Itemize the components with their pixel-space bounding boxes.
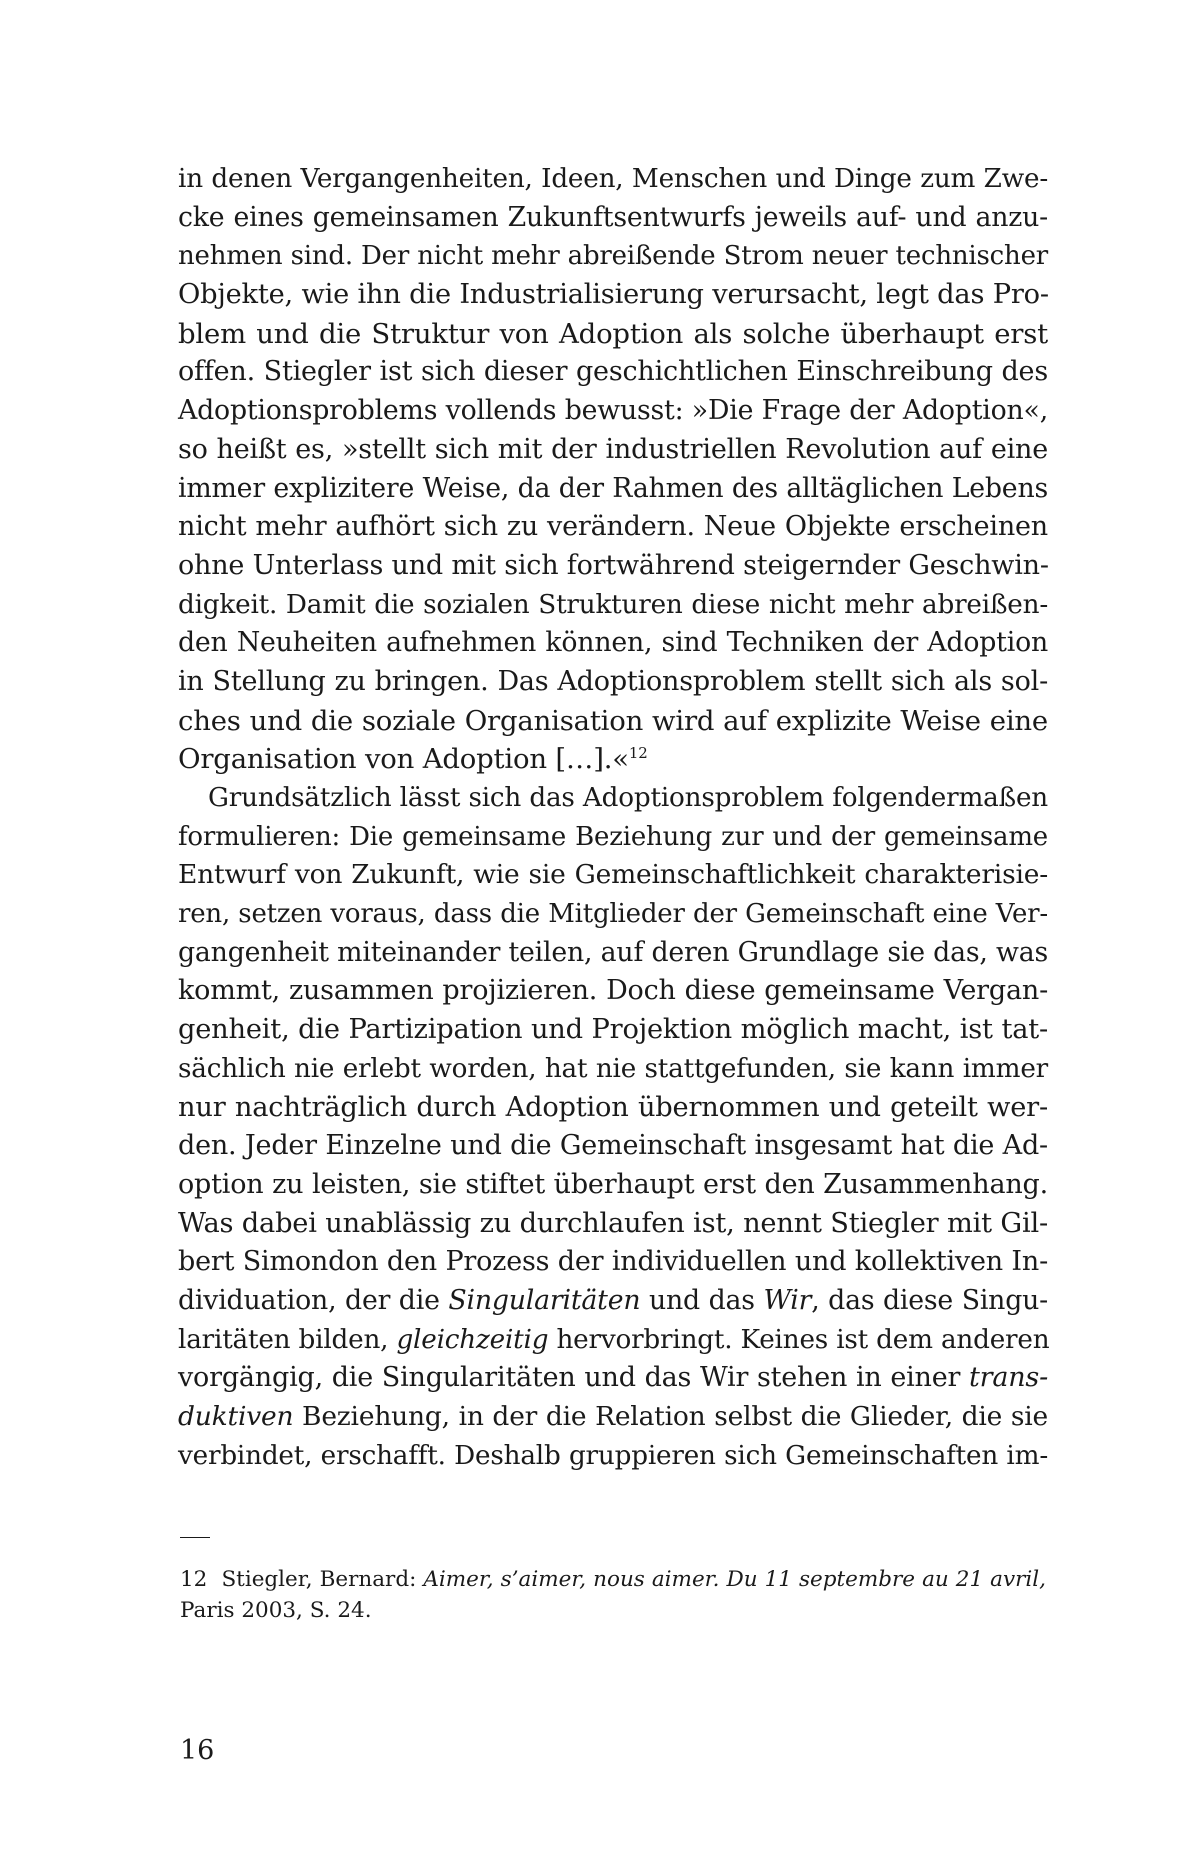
footnote-number: 12 — [180, 1567, 208, 1592]
text-segment: und das — [640, 1284, 764, 1316]
text-line: cke eines gemeinsamen Zukunftsentwurfs jeweils auf- und anzu- — [178, 201, 1048, 233]
text-line: immer explizitere Weise, da der Rahmen des alltäglichen Lebens — [178, 472, 1048, 504]
text-line: option zu leisten, sie stiftet überhaupt erst den Zusammenhang. — [178, 1168, 1048, 1200]
text-line: genheit, die Partizipation und Projektion möglich macht, ist tat- — [178, 1014, 1048, 1046]
text-line: Adoptionsproblems vollends bewusst: »Die Frage der Adoption«, — [178, 395, 1048, 427]
text-segment: Organisation von Adoption […].« — [178, 743, 629, 776]
text-line: offen. Stiegler ist sich dieser geschichtlichen Einschreibung des — [178, 356, 1048, 388]
footnote-title: Aimer, s’aimer, nous aimer. Du 11 septembre au 21 avril, — [423, 1567, 1047, 1592]
footnote-divider — [180, 1537, 210, 1538]
text-line: bert Simondon den Prozess der individuellen und kollektiven In- — [178, 1246, 1048, 1278]
text-line — [178, 740, 1048, 779]
text-line: den. Jeder Einzelne und die Gemeinschaft insgesamt hat die Ad- — [178, 1130, 1048, 1162]
text-segment: laritäten bilden, — [178, 1324, 397, 1355]
text-line: Objekte, wie ihn die Industrialisierung verursacht, legt das Pro- — [178, 279, 1049, 311]
text-line: digkeit. Damit die sozialen Strukturen diese nicht mehr abreißen- — [178, 589, 1048, 620]
text-line: blem und die Struktur von Adoption als solche überhaupt erst — [178, 317, 1048, 350]
text-line: sächlich nie erlebt worden, hat nie stattgefunden, sie kann immer — [178, 1053, 1048, 1084]
text-line: Entwurf von Zukunft, wie sie Gemeinschaftlichkeit charakterisie- — [178, 859, 1048, 891]
text-line — [178, 1398, 1048, 1437]
main-text — [178, 160, 1048, 1475]
text-segment: dividuation, der die — [178, 1284, 449, 1316]
emphasis-text: gleichzeitig — [396, 1324, 549, 1355]
text-segment: vorgängig, die Singularitäten und das Wir stehen in einer — [178, 1362, 969, 1394]
text-line: nicht mehr aufhört sich zu verändern. Neue Objekte erscheinen — [178, 511, 1048, 543]
text-line: ches und die soziale Organisation wird auf explizite Weise eine — [178, 704, 1048, 737]
text-line: gangenheit miteinander teilen, auf deren Grundlage sie das, was — [178, 936, 1048, 968]
emphasis-text: duktiven — [178, 1401, 294, 1432]
text-line — [178, 1321, 1048, 1360]
text-line: ren, setzen voraus, dass die Mitglieder der Gemeinschaft eine Ver- — [178, 899, 1048, 930]
text-line: nehmen sind. Der nicht mehr abreißende Strom neuer technischer — [178, 241, 1048, 272]
text-line: formulieren: Die gemeinsame Beziehung zur und der gemeinsame — [178, 821, 1048, 852]
paragraph-first-line: Grundsätzlich lässt sich das Adoptionsproblem folgendermaßen — [208, 783, 1048, 813]
text-line: ohne Unterlass und mit sich fortwährend steigernder Geschwin- — [178, 549, 1049, 581]
page-number: 16 — [180, 1735, 215, 1766]
text-segment: , das diese Singu- — [811, 1284, 1048, 1316]
text-line: Was dabei unablässig zu durchlaufen ist, nennt Stiegler mit Gil- — [178, 1207, 1048, 1239]
emphasis-text: trans- — [968, 1362, 1048, 1394]
text-line: kommt, zusammen projizieren. Doch diese gemeinsame Vergan- — [178, 975, 1048, 1007]
footnote-reference[interactable]: 12 — [628, 744, 648, 763]
text-line: nur nachträglich durch Adoption übernommen und geteilt wer- — [178, 1091, 1048, 1123]
footnote-line — [180, 1564, 1046, 1595]
emphasis-text: Wir — [763, 1284, 812, 1316]
text-line: den Neuheiten aufnehmen können, sind Techniken der Adoption — [178, 627, 1048, 659]
text-line — [178, 1359, 1048, 1398]
text-line: verbindet, erschafft. Deshalb gruppieren sich Gemeinschaften im- — [178, 1440, 1048, 1471]
footnote-line: Paris 2003, S. 24. — [180, 1598, 372, 1623]
text-segment: hervorbringt. Keines ist dem anderen — [548, 1324, 1050, 1355]
text-line — [178, 1282, 1048, 1321]
text-segment: Beziehung, in der die Relation selbst die Glieder, die sie — [293, 1401, 1048, 1432]
text-line: in Stellung zu bringen. Das Adoptionsproblem stellt sich als sol- — [178, 665, 1048, 697]
footnote — [180, 1564, 1046, 1626]
footnote-author: Stiegler, Bernard: — [221, 1567, 424, 1592]
text-line: so heißt es, »stellt sich mit der industriellen Revolution auf eine — [178, 433, 1048, 465]
text-line: in denen Vergangenheiten, Ideen, Menschen und Dinge zum Zwe- — [178, 164, 1048, 194]
emphasis-text: Singularitäten — [448, 1284, 641, 1316]
